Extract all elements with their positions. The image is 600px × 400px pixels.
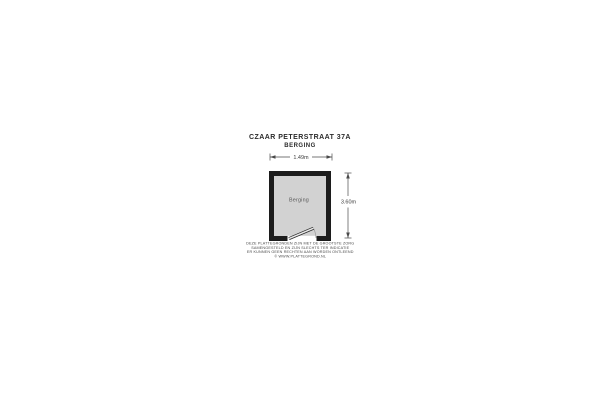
disclaimer-line-3: ER KUNNEN GEEN RECHTEN AAN WORDEN ONTLEEND (246, 250, 354, 255)
room-walls (272, 174, 329, 239)
dimension-width-label: 1.49m (293, 154, 309, 161)
room-label: Berging (289, 197, 309, 204)
dimension-depth (341, 173, 357, 238)
room-berging (272, 174, 329, 242)
dim-arrow-up (346, 173, 350, 179)
disclaimer-line-2: SAMENGESTELD EN ZIJN SLECHTS TER INDICATIE (251, 246, 349, 251)
dim-arrow-left (270, 155, 276, 159)
disclaimer-text (246, 242, 354, 259)
disclaimer-line-1: DEZE PLATTEGRONDEN ZIJN MET DE GROOTSTE ZORG (245, 242, 355, 246)
disclaimer-line-4: © WWW.PLATTEGROND.NL (274, 254, 326, 259)
dim-arrow-down (346, 233, 350, 239)
plan-address-title: CZAAR PETERSTRAAT 37A (249, 134, 351, 141)
dim-arrow-right (327, 155, 333, 159)
plan-subtitle: BERGING (284, 143, 316, 149)
disclaimer-block (0, 242, 600, 270)
dimension-width (270, 154, 332, 161)
dimension-depth-label: 3.60m (340, 199, 357, 206)
